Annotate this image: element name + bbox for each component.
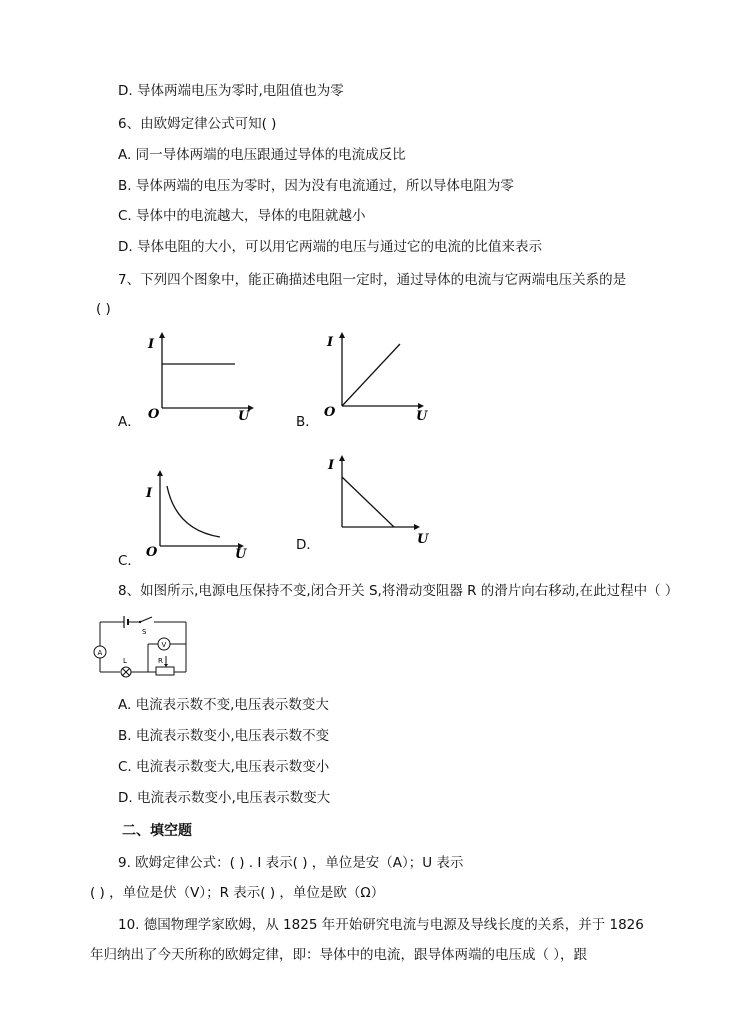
graph-b-y-label: I [327, 335, 334, 350]
graph-c-curve [167, 486, 220, 537]
graph-d-y-arrow [339, 455, 345, 461]
graph-d-letter: D． [296, 537, 320, 553]
graph-c-y-arrow [157, 470, 163, 476]
ammeter-label: A [97, 649, 103, 657]
graph-d-curve [342, 477, 394, 527]
graph-b [322, 332, 434, 424]
graph-d-x-label: U [417, 532, 429, 547]
q6-option-a: A. 同一导体两端的电压跟通过导体的电流成反比 [118, 147, 406, 163]
graph-a [142, 332, 254, 424]
q5-option-d: D. 导体两端电压为零时,电阻值也为零 [118, 83, 344, 99]
graph-c-origin: O [146, 545, 158, 560]
graph-d [322, 455, 434, 547]
graph-b-letter: B． [296, 414, 319, 430]
graph-b-origin: O [324, 405, 336, 420]
q7-answer-paren: ( ) [96, 301, 111, 317]
graph-b-curve [342, 344, 400, 406]
q6-option-c: C. 导体中的电流越大，导体的电阻就越小 [118, 208, 366, 224]
q6-option-b: B. 导体两端的电压为零时，因为没有电流通过，所以导体电阻为零 [118, 178, 514, 194]
rheostat-label: R [158, 657, 163, 665]
lamp-label: L [123, 657, 127, 665]
q8-option-b: B. 电流表示数变小,电压表示数不变 [118, 728, 330, 744]
q8-stem: 8、如图所示,电源电压保持不变,闭合开关 S,将滑动变阻器 R 的滑片向右移动,在此过程中（ ） [118, 583, 679, 599]
q10-line-1: 10. 德国物理学家欧姆，从 1825 年开始研究电流与电源及导线长度的关系，并于 1826 [118, 917, 644, 933]
graph-c-y-label: I [146, 486, 153, 501]
q9-line-2: ( ) ，单位是伏（V）；R 表示( ) ，单位是欧（Ω） [90, 885, 385, 901]
graph-c-letter: C． [118, 553, 141, 569]
graph-c [142, 470, 254, 562]
q7-stem: 7、下列四个图象中，能正确描述电阻一定时，通过导体的电流与它两端电压关系的是 [118, 272, 627, 288]
switch-blade [140, 617, 152, 622]
q8-option-a: A. 电流表示数不变,电压表示数变大 [118, 697, 329, 713]
voltmeter-label: V [161, 641, 167, 649]
graph-a-y-label: I [148, 337, 155, 352]
q10-line-2: 年归纳出了今天所称的欧姆定律，即：导体中的电流，跟导体两端的电压成（ ），跟 [90, 947, 588, 963]
graph-a-letter: A． [118, 414, 141, 430]
q6-option-d: D. 导体电阻的大小，可以用它两端的电压与通过它的电流的比值来表示 [118, 239, 542, 255]
graph-a-y-arrow [159, 332, 165, 338]
graph-d-y-label: I [328, 458, 335, 473]
switch-label: S [142, 628, 147, 636]
rheostat-icon [156, 667, 174, 675]
graph-b-y-arrow [339, 332, 345, 338]
graph-a-origin: O [148, 407, 160, 422]
graph-a-x-label: U [238, 409, 250, 424]
q8-option-d: D. 电流表示数变小,电压表示数变大 [118, 790, 331, 806]
q8-circuit-diagram [88, 612, 198, 682]
graph-b-x-label: U [416, 409, 428, 424]
graph-d-x-arrow [414, 524, 420, 530]
q6-stem: 6、由欧姆定律公式可知( ) [118, 116, 277, 132]
q8-option-c: C. 电流表示数变大,电压表示数变小 [118, 759, 330, 775]
q9-line-1: 9. 欧姆定律公式：( ) . I 表示( ) ，单位是安（A）；U 表示 [118, 855, 464, 871]
section-title: 二、填空题 [122, 823, 192, 839]
graph-c-x-label: U [235, 547, 247, 562]
